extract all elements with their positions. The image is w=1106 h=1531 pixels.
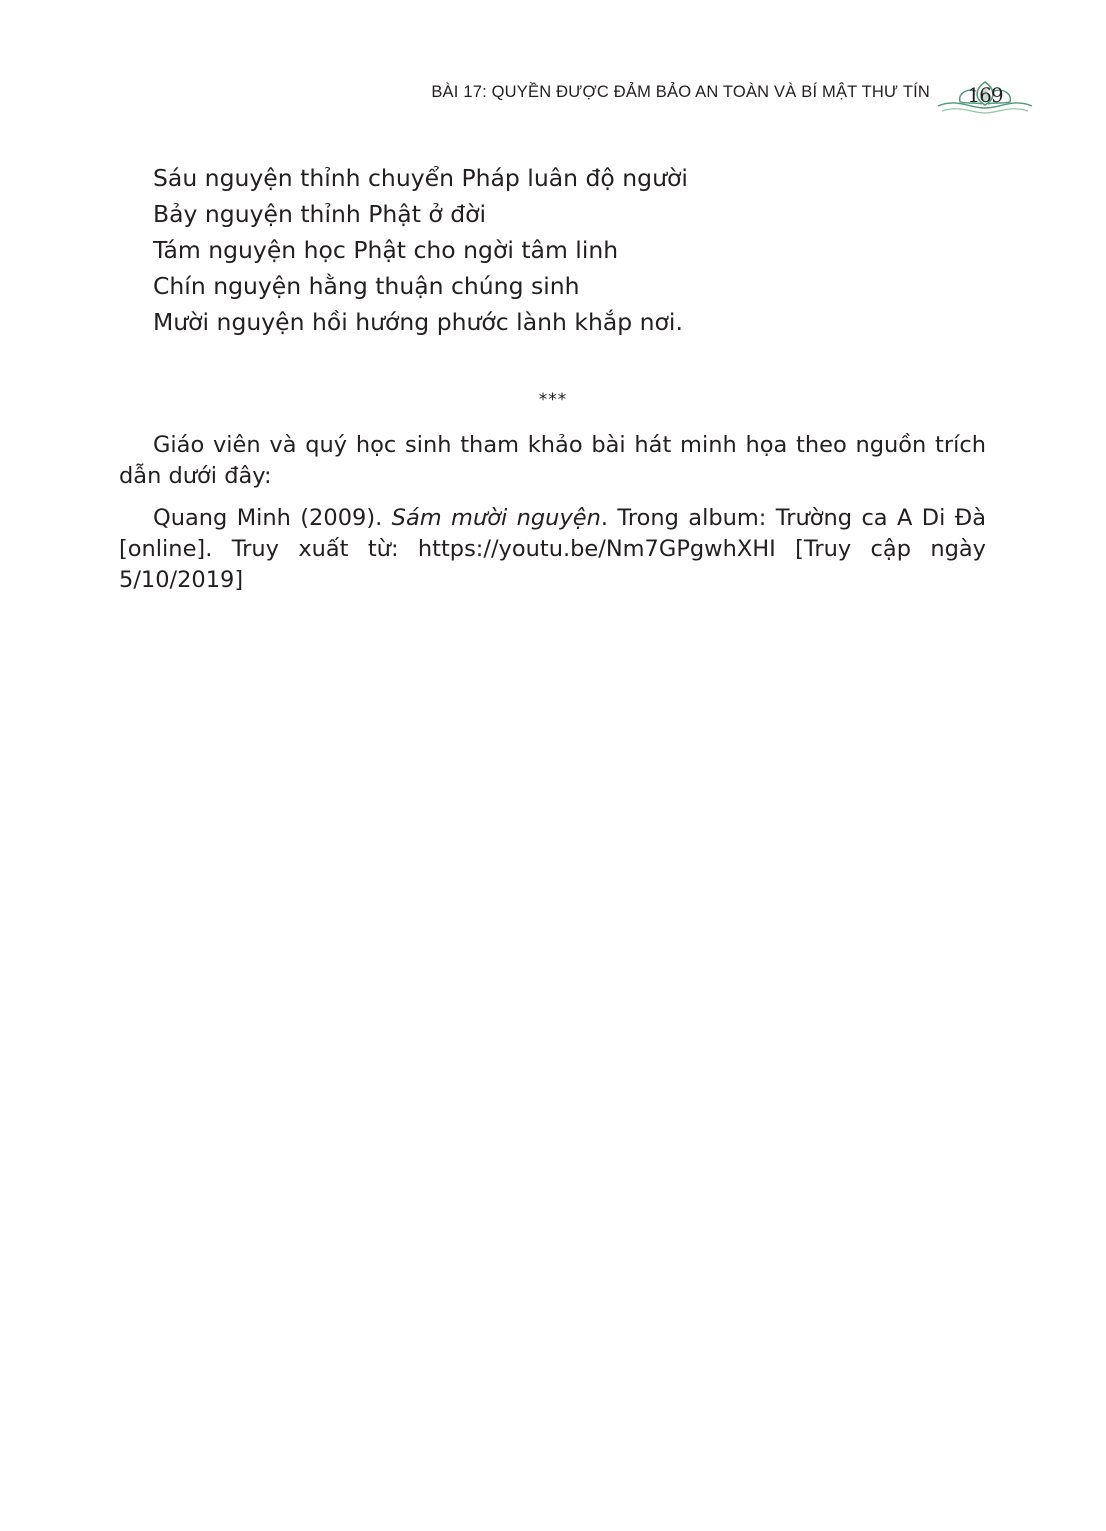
- page-header: [431, 78, 1034, 118]
- poem-verse: [153, 160, 688, 340]
- page-number-badge: [936, 78, 1034, 118]
- poem-line: Bảy nguyện thỉnh Phật ở đời: [153, 200, 487, 228]
- song-title: Sám mười nguyện: [391, 505, 601, 531]
- poem-line: Chín nguyện hằng thuận chúng sinh: [153, 272, 580, 300]
- chapter-title: BÀI 17: QUYỀN ĐƯỢC ĐẢM BẢO AN TOÀN VÀ BÍ MẬT THƯ TÍN: [431, 83, 930, 101]
- section-separator: ***: [538, 390, 568, 410]
- poem-line: Mười nguyện hồi hướng phước lành khắp nơi.: [153, 308, 683, 336]
- poem-line: Tám nguyện học Phật cho ngời tâm linh: [153, 236, 619, 264]
- reference-details: . Trong album: Trường ca A Di Đà [online]. Truy xuất từ: https://youtu.be/Nm7GPgwhXHI [Truy cập ngày 5/10/2019]: [119, 505, 986, 593]
- intro-paragraph: Giáo viên và quý học sinh tham khảo bài hát minh họa theo nguồn trích dẫn dưới đây:: [119, 432, 986, 489]
- reference-author: Quang Minh (2009).: [153, 505, 392, 531]
- poem-line: Sáu nguyện thỉnh chuyển Pháp luân độ người: [153, 164, 688, 192]
- page-number: 169: [967, 83, 1003, 107]
- reference-paragraph: [119, 503, 986, 596]
